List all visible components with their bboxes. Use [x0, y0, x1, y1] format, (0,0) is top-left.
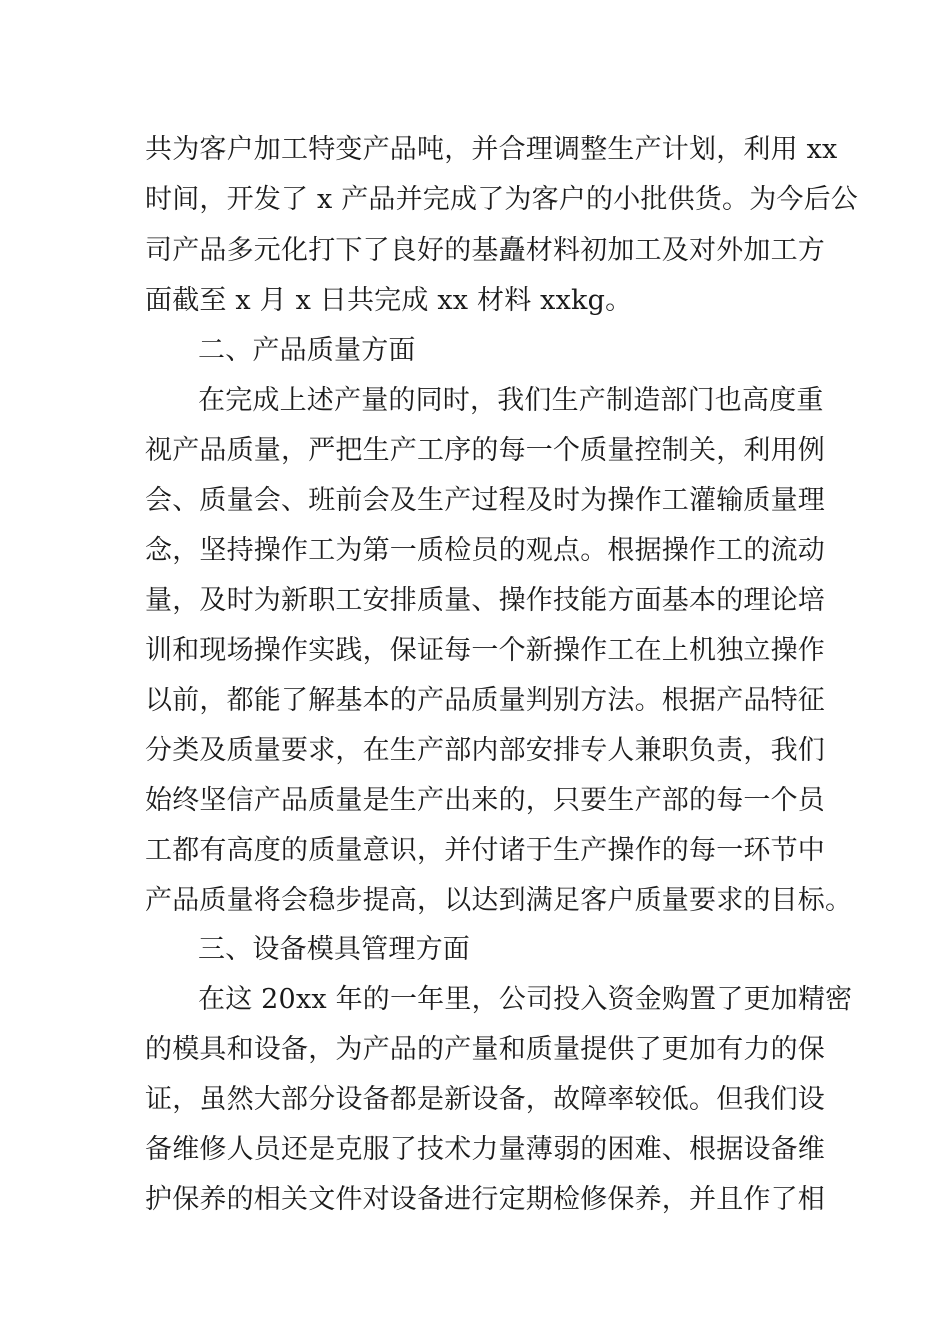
paragraph-line: 工都有高度的质量意识，并付诸于生产操作的每一环节中 — [145, 835, 825, 866]
paragraph-line: 面截至 x 月 x 日共完成 xx 材料 xxkg。 — [145, 285, 633, 316]
paragraph-line: 训和现场操作实践，保证每一个新操作工在上机独立操作 — [145, 635, 825, 666]
paragraph-line: 共为客户加工特变产品吨，并合理调整生产计划，利用 xx — [145, 134, 838, 165]
paragraph-line: 的模具和设备，为产品的产量和质量提供了更加有力的保 — [145, 1034, 825, 1065]
paragraph-line: 量，及时为新职工安排质量、操作技能方面基本的理论培 — [145, 585, 825, 616]
section-heading: 二、产品质量方面 — [198, 335, 416, 366]
paragraph-line: 在完成上述产量的同时，我们生产制造部门也高度重 — [198, 385, 824, 416]
paragraph-line: 护保养的相关文件对设备进行定期检修保养，并且作了相 — [145, 1184, 825, 1215]
paragraph-line: 视产品质量，严把生产工序的每一个质量控制关，利用例 — [145, 435, 825, 466]
paragraph-line: 始终坚信产品质量是生产出来的，只要生产部的每一个员 — [145, 785, 825, 816]
paragraph-line: 分类及质量要求，在生产部内部安排专人兼职负责，我们 — [145, 735, 825, 766]
paragraph-line: 产品质量将会稳步提高，以达到满足客户质量要求的目标。 — [145, 885, 853, 916]
paragraph-line: 念，坚持操作工为第一质检员的观点。根据操作工的流动 — [145, 535, 825, 566]
paragraph-line: 会、质量会、班前会及生产过程及时为操作工灌输质量理 — [145, 485, 825, 516]
section-heading: 三、设备模具管理方面 — [198, 934, 470, 965]
paragraph-line: 时间，开发了 x 产品并完成了为客户的小批供货。为今后公 — [145, 184, 858, 215]
paragraph-line: 以前，都能了解基本的产品质量判别方法。根据产品特征 — [145, 685, 825, 716]
paragraph-line: 在这 20xx 年的一年里，公司投入资金购置了更加精密 — [198, 984, 853, 1015]
paragraph-line: 司产品多元化打下了良好的基矗材料初加工及对外加工方 — [145, 235, 825, 266]
paragraph-line: 备维修人员还是克服了技术力量薄弱的困难、根据设备维 — [145, 1134, 825, 1165]
paragraph-line: 证，虽然大部分设备都是新设备，故障率较低。但我们设 — [145, 1084, 825, 1115]
